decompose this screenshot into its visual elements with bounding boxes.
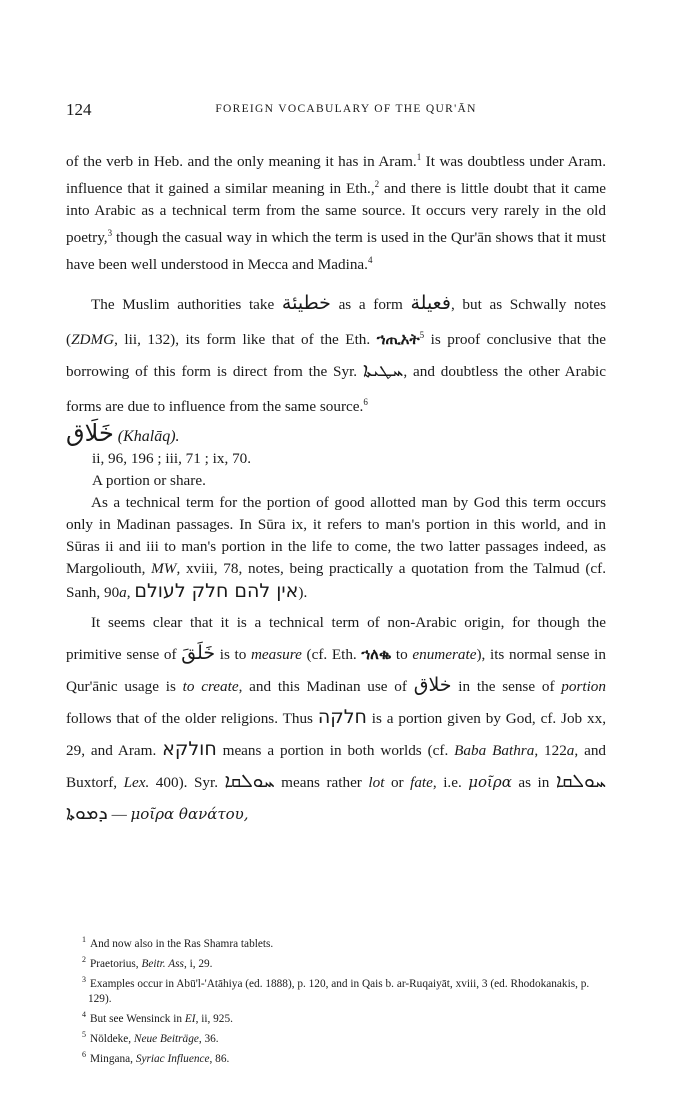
footnote: $^1$ And now also in the Ras Shamra tablets. <box>82 935 274 950</box>
footnote: $^2$ Praetorius, Beitr. Ass, i, 29. <box>82 954 213 970</box>
ethiopic-word: ኀጢአት <box>376 330 420 349</box>
paragraph-2: The Muslim authorities take خطيئة as a form فعيلة, but as Schwally notes (ZDMG, lii, 132), its form like that of the Eth. ኀጢአት$^5$ is proof conclusive that the borrowing of this form is direct from the Syr. ܚܛܝܬܐ, and doubtless the other Arabic forms are due to influence from the same source.$^6$ <box>66 292 607 416</box>
entry-transliteration: (Khalāq). <box>117 428 180 446</box>
ethiopic-word: ኀለቈ <box>361 645 392 664</box>
arabic-word: خلاق <box>413 674 452 697</box>
footnote-ref: 6 <box>363 397 368 408</box>
page-header <box>66 100 626 124</box>
footnote: $^4$ But see Wensinck in EI, ii, 925. <box>82 1010 233 1026</box>
entry-arabic-word: خَلَاق <box>66 419 114 448</box>
footnote-ref: 5 <box>419 330 425 341</box>
main-text <box>66 146 606 830</box>
hebrew-word: חולקא <box>162 738 217 761</box>
footnote-ref: 2 <box>374 179 380 190</box>
hebrew-phrase: אין להם חלק לעולם <box>134 580 299 603</box>
footnote: $^5$ Nöldeke, Neue Beiträge, 36. <box>82 1030 219 1045</box>
footnote-ref: 3 <box>107 228 113 239</box>
syriac-word: ܚܘܠܩܐ <box>224 770 275 793</box>
entry-references: ii, 96, 196 ; iii, 71 ; ix, 70. <box>92 450 252 468</box>
paragraph-3: As a technical term for the portion of good allotted man by God this term occurs only in Madinan passages. In Sūra ix, it refers to man's portion in this world, and in Sūras ii and iii to man's portion in the life to come, the two latter passages indeed, as Margoliouth, MW, xviii, 78, notes, being practically a quotation from the Talmud (cf. Sanh, 90a, אין להם חלק לעולם). <box>66 494 606 603</box>
footnote: $^3$ Examples occur in Abū'l-'Atāhiya (ed. 1888), p. 120, and in Qais b. ar-Ruqaiyāt, xviii, 3 (ed. Rhodokanakis, p. 129). <box>82 974 590 1006</box>
hebrew-word: חלקה <box>317 706 367 729</box>
running-title: FOREIGN VOCABULARY OF THE QUR'ĀN <box>215 103 477 115</box>
entry-gloss: A portion or share. <box>92 472 206 490</box>
arabic-word: خَلَقَ <box>181 642 216 665</box>
footnote-ref: 1 <box>416 152 422 162</box>
syriac-phrase: ܚܘܠܩܐ ܕܡܘܬܐ <box>66 770 606 825</box>
footnote-ref: 4 <box>367 255 373 266</box>
entry-heading <box>66 419 606 448</box>
greek-word: μοῖρα <box>468 773 512 792</box>
syriac-word: ܚܛܝܬܐ <box>362 359 404 382</box>
arabic-word: فعيلة <box>410 292 451 315</box>
page-number: 124 <box>66 100 92 119</box>
footnotes <box>66 932 606 1067</box>
paragraph-4: It seems clear that it is a technical term of non-Arabic origin, for though the primitive sense of خَلَقَ is to measure (cf. Eth. ኀለቈ to enumerate), its normal sense in Qur'ānic usage is to create, and this Madinan use of خلاق in the sense of portion follows that of the older religions. Thus חלקה is a portion given by God, cf. Job xx, 29, and Aram. חולקא means a portion in both worlds (cf. Baba Bathra, 122a, and Buxtorf, Lex. 400). Syr. ܚܘܠܩܐ means rather lot or fate, i.e. μοῖρα as in ܚܘܠܩܐ ܕܡܘܬܐ — μοῖρα θανάτου, <box>66 614 607 825</box>
paragraph-1: of the verb in Heb. and the only meaning it has in Aram.$^1$ It was doubtless under Aram. influence that it gained a similar meaning in Eth.,$^2$ and there is little doubt that it came into Arabic as a technical term from the same source. It occurs very rarely in the old poetry,$^3$ though the casual way in which the term is used in the Qur'ān shows that it must have been well understood in Mecca and Madina.$^4$ <box>66 152 607 274</box>
arabic-word: خطيئة <box>281 292 331 315</box>
greek-phrase: μοῖρα θανάτου, <box>130 805 249 824</box>
footnote: $^6$ Mingana, Syriac Influence, 86. <box>82 1049 230 1065</box>
